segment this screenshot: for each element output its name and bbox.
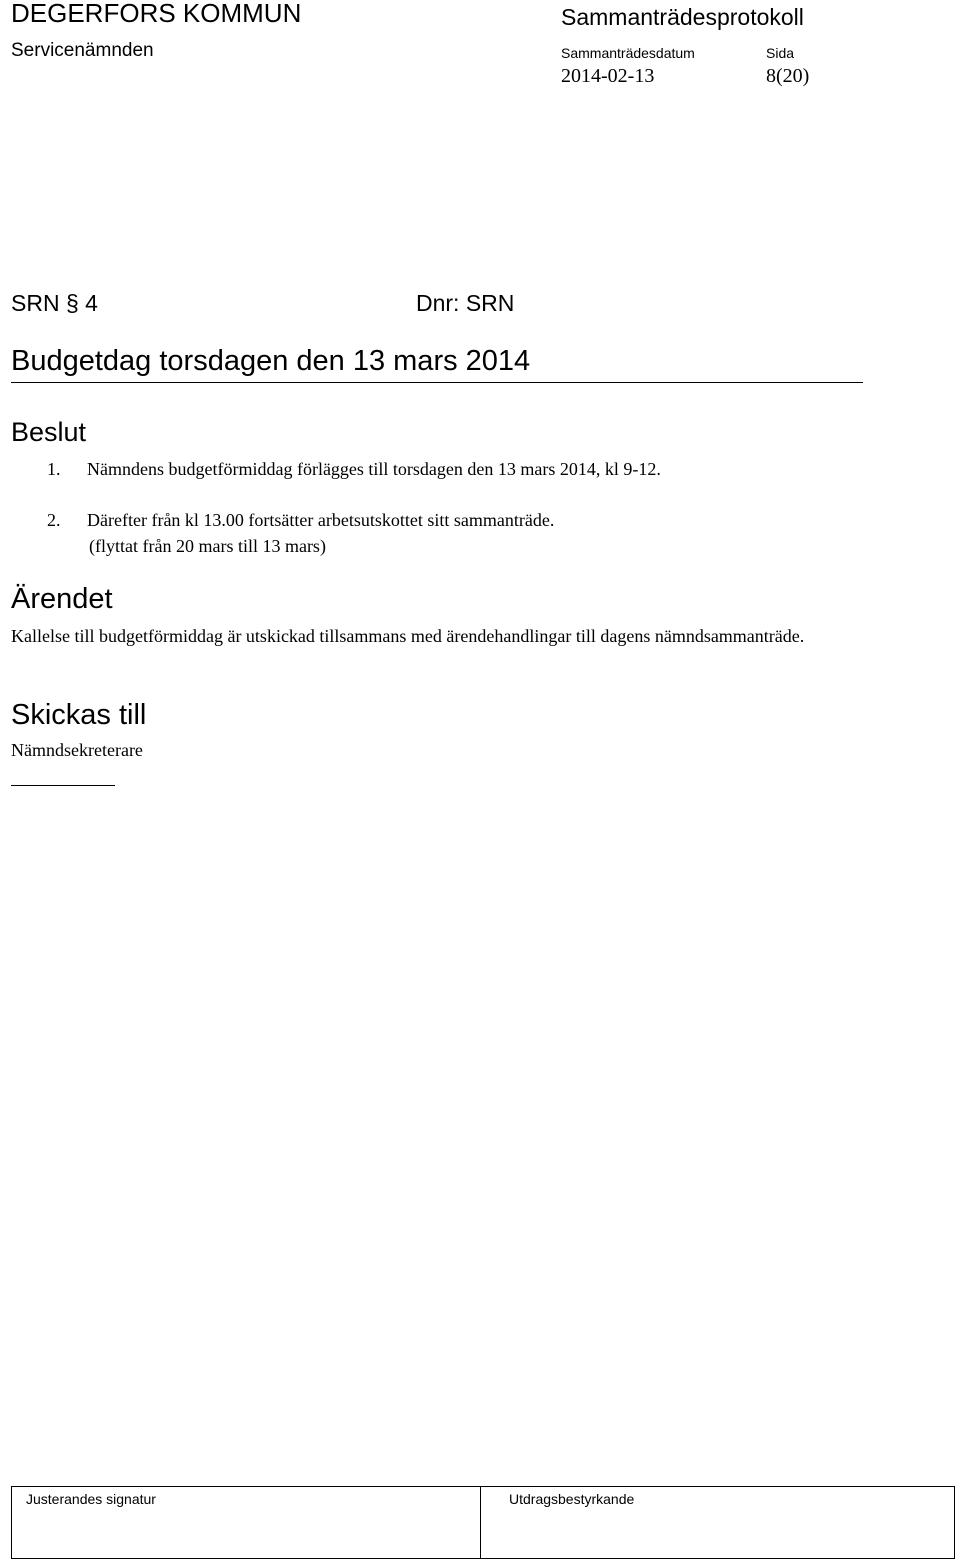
page-number: 8(20) <box>766 65 810 87</box>
utdragsbestyrkande-label: Utdragsbestyrkande <box>509 1491 635 1507</box>
item-title: Budgetdag torsdagen den 13 mars 2014 <box>11 345 531 377</box>
recipient: Nämndsekreterare <box>11 740 143 760</box>
decision-item-text: Därefter från kl 13.00 fortsätter arbetsutskottet sitt sammanträde. <box>87 510 555 530</box>
title-underline <box>11 382 863 383</box>
page-label: Sida <box>766 45 795 61</box>
decision-item-number: 1. <box>47 459 61 479</box>
arendet-heading: Ärendet <box>11 583 113 615</box>
meeting-date-label: Sammanträdesdatum <box>561 45 695 61</box>
justerandes-signatur-label: Justerandes signatur <box>26 1491 156 1507</box>
document-type: Sammanträdesprotokoll <box>561 4 804 30</box>
decision-item-number: 2. <box>47 510 61 530</box>
decision-item-text: Nämndens budgetförmiddag förlägges till torsdagen den 13 mars 2014, kl 9-12. <box>87 459 661 479</box>
signature-divider <box>480 1487 481 1558</box>
arendet-body: Kallelse till budgetförmiddag är utskickad tillsammans med ärendehandlingar till dagens nämndsammanträde. <box>11 626 805 646</box>
skickas-till-heading: Skickas till <box>11 699 147 731</box>
paragraph-number: SRN § 4 <box>11 290 98 316</box>
beslut-heading: Beslut <box>11 417 87 447</box>
recipient-underline <box>11 785 115 786</box>
signature-box <box>11 1486 955 1559</box>
diary-number: Dnr: SRN <box>416 290 515 316</box>
decision-note: (flyttat från 20 mars till 13 mars) <box>89 536 326 556</box>
meeting-date: 2014-02-13 <box>561 65 655 87</box>
organization-name: DEGERFORS KOMMUN <box>11 0 302 28</box>
department-name: Servicenämnden <box>11 40 154 61</box>
